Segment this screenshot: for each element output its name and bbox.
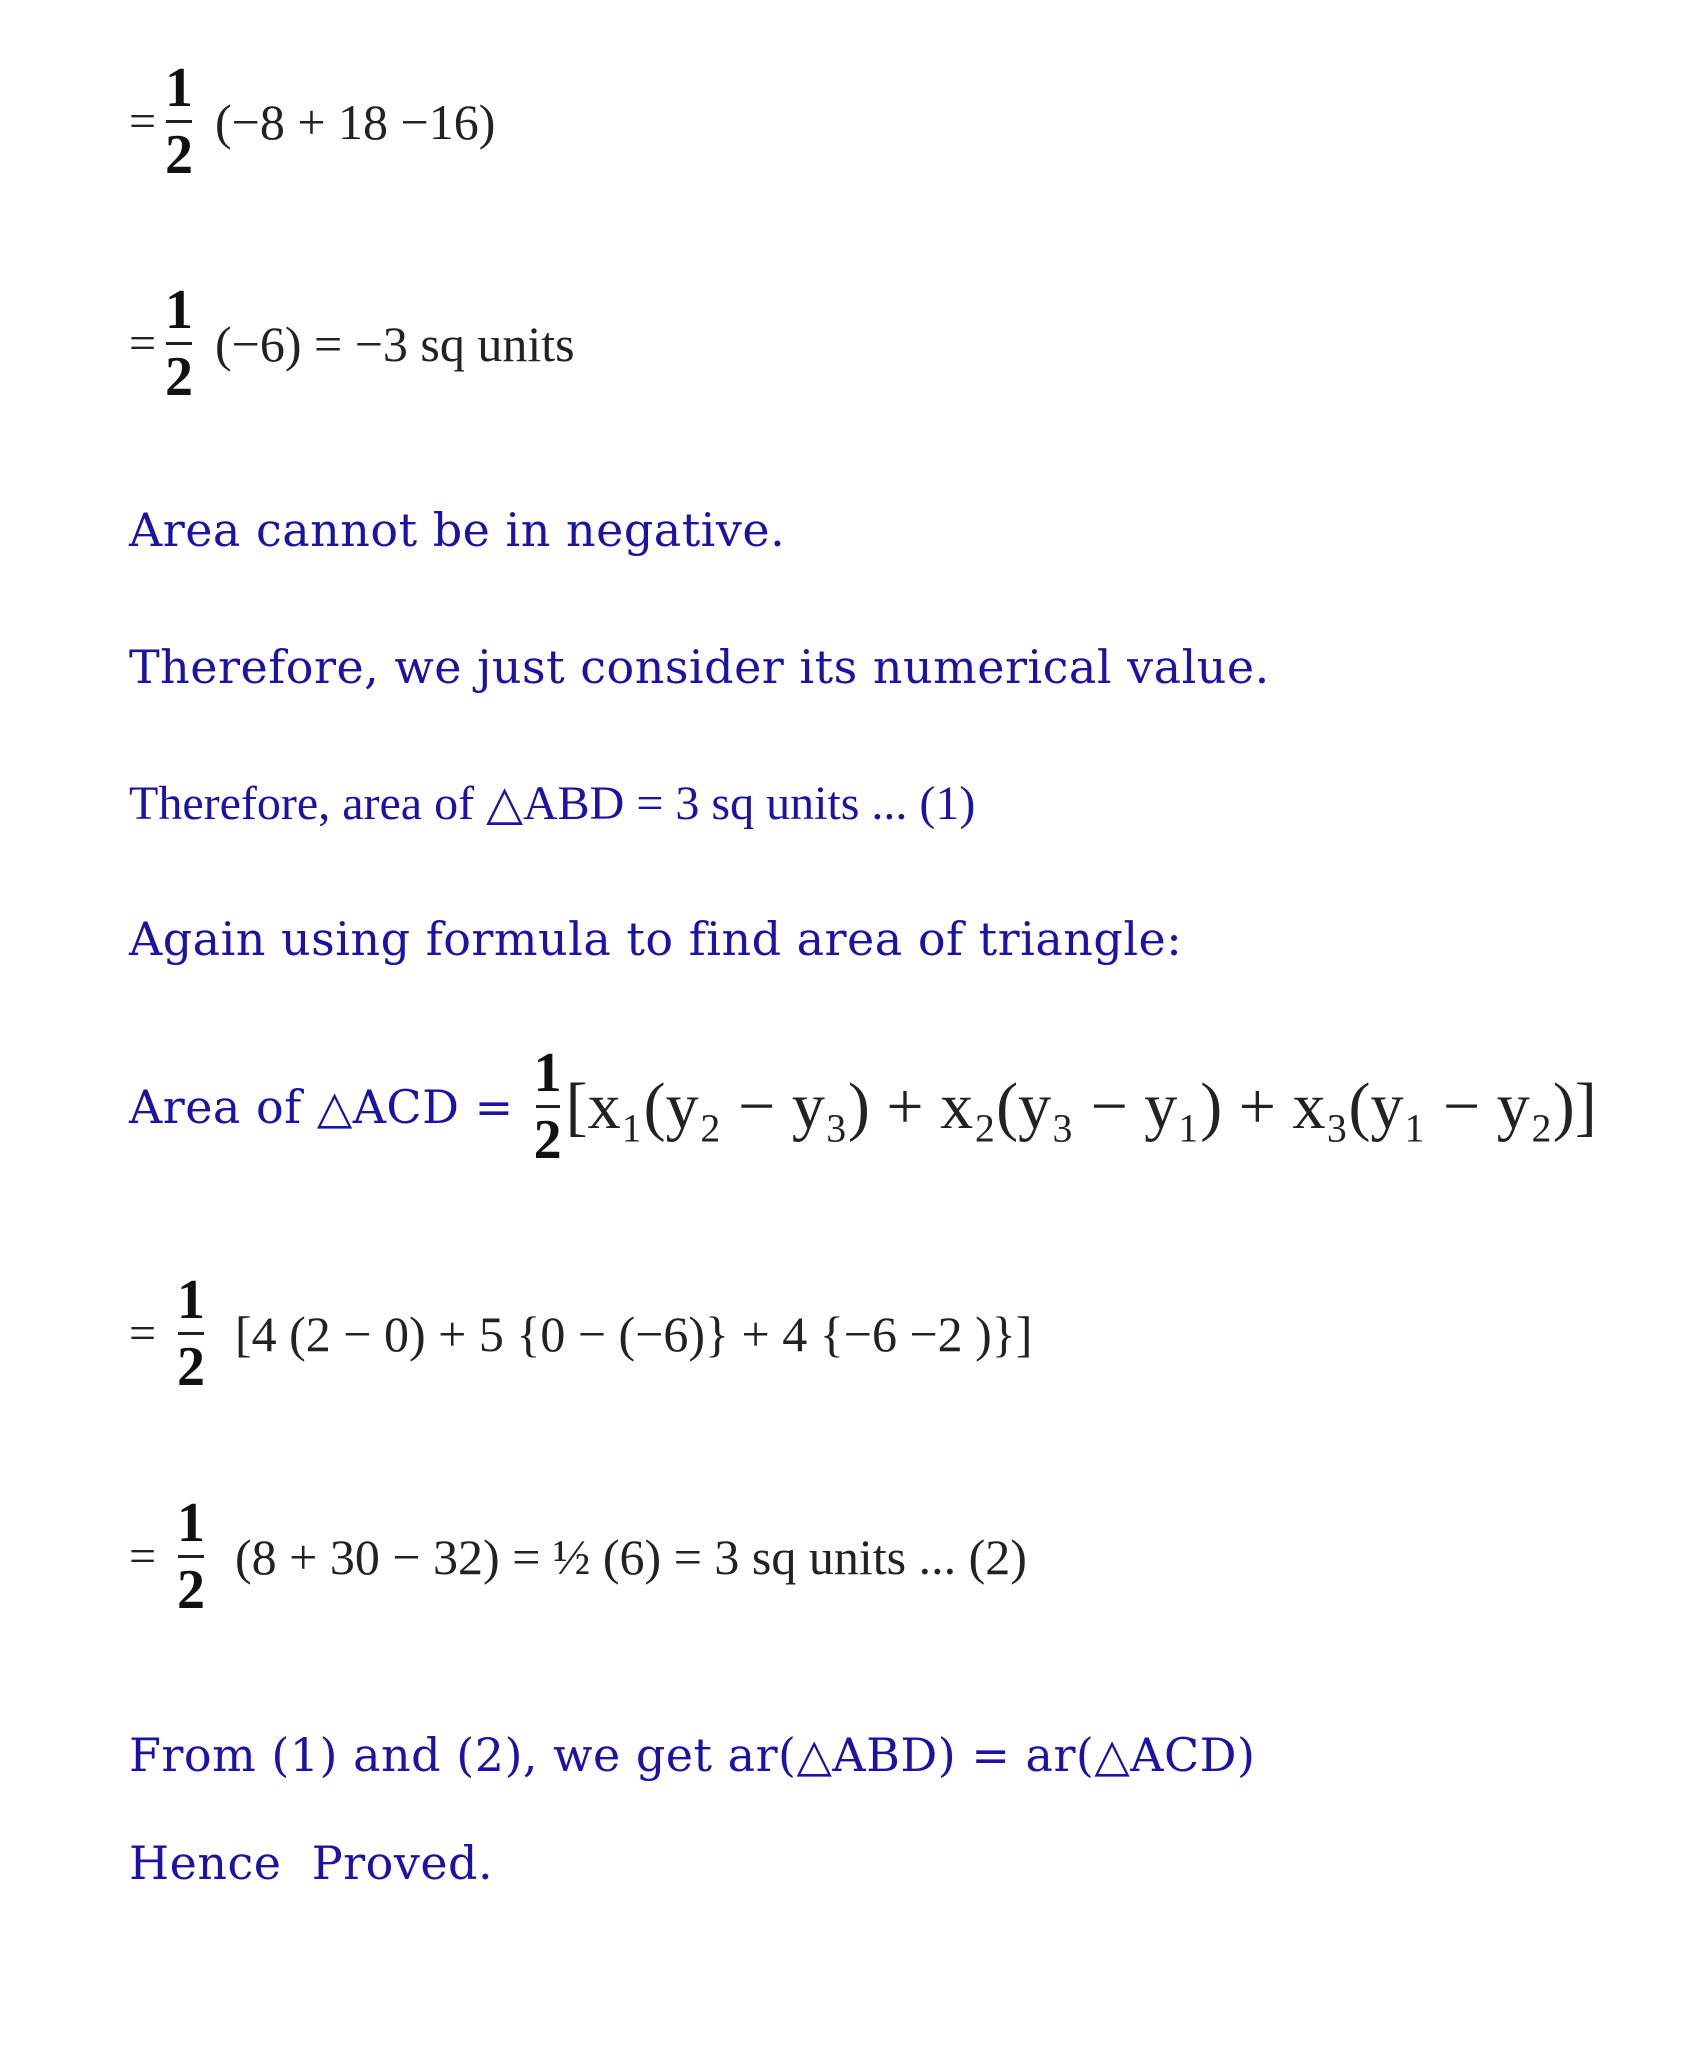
fraction-numerator: 1 [177,1492,205,1554]
fraction-denominator: 2 [165,346,193,408]
area-formula-line [129,1042,1597,1171]
fraction-numerator: 1 [165,279,193,341]
text-consider-numerical-value: Therefore, we just consider its numerical value. [129,640,1270,694]
fraction-one-half [177,1492,205,1621]
equals-sign: = [129,1307,157,1360]
equation-line-3 [129,1269,1033,1398]
text-area-cannot-be-negative: Area cannot be in negative. [129,503,786,557]
fraction-numerator: 1 [177,1269,205,1331]
equation-line-1 [129,57,496,186]
fraction-bar [178,1555,204,1558]
text-again-using-formula: Again using formula to find area of triangle: [129,912,1183,966]
text-hence-proved: Hence Proved. [129,1836,494,1890]
formula-label: Area of △ACD = [129,1079,514,1134]
equals-sign: = [129,1530,157,1583]
fraction-numerator: 1 [533,1042,562,1104]
fraction-denominator: 2 [177,1336,205,1398]
fraction-denominator: 2 [533,1109,562,1171]
text-area-abd-result: Therefore, area of △ABD = 3 sq units ... (1) [129,777,976,830]
expression: (8 + 30 − 32) = ½ (6) = 3 sq units ... (2) [235,1528,1027,1585]
fraction-one-half [177,1269,205,1398]
fraction-denominator: 2 [177,1559,205,1621]
expression: [4 (2 − 0) + 5 {0 − (−6)} + 4 {−6 −2 )}] [235,1305,1033,1362]
equals-sign: = [129,95,157,148]
expression: (−6) = −3 sq units [215,315,575,372]
fraction-bar [178,1332,204,1335]
fraction-bar [536,1105,560,1108]
fraction-bar [166,120,192,123]
fraction-one-half [533,1042,562,1171]
fraction-numerator: 1 [165,57,193,119]
equals-sign: = [129,317,157,370]
formula-body: [x₁(y₂ − y₃) + x₂(y₃ − y₁) + x₃(y₁ − y₂)] [565,1069,1597,1143]
equation-line-4 [129,1492,1027,1621]
expression: (−8 + 18 −16) [215,93,496,150]
fraction-denominator: 2 [165,124,193,186]
fraction-bar [166,342,192,345]
equation-line-2 [129,279,575,408]
fraction-one-half [165,279,193,408]
fraction-one-half [165,57,193,186]
text-from-1-and-2: From (1) and (2), we get ar(△ABD) = ar(△ACD) [129,1728,1256,1782]
